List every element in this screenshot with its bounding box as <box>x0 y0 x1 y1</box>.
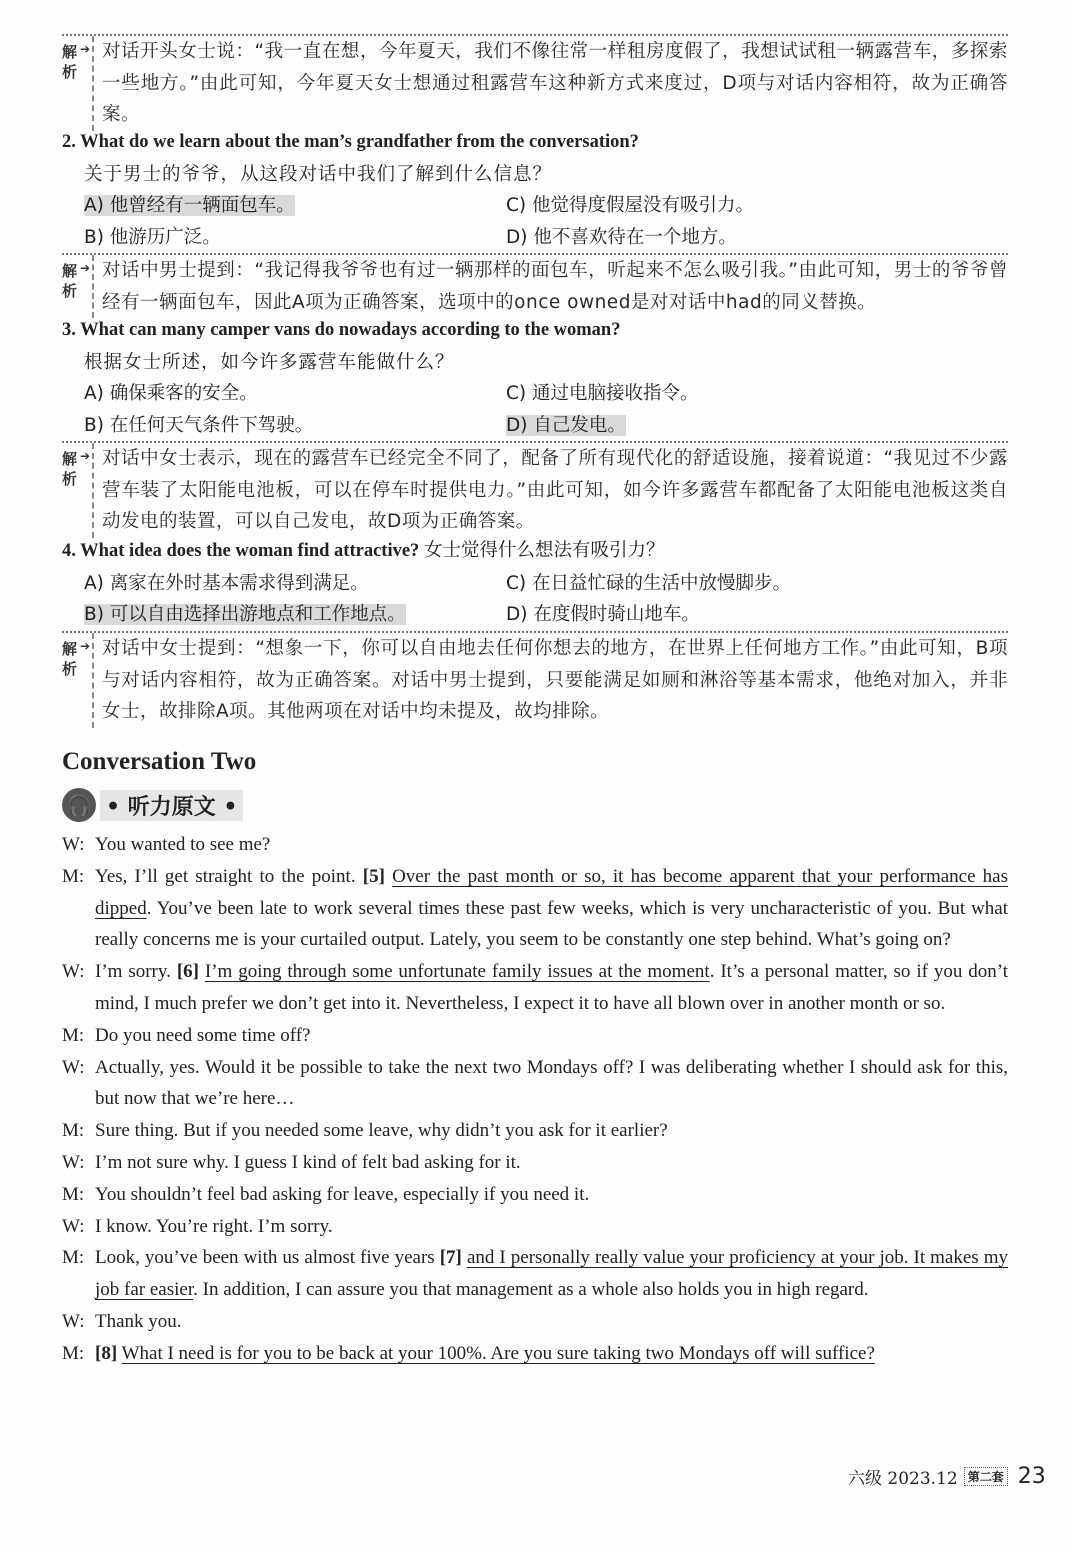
listening-header <box>62 788 243 822</box>
dialog-transcript <box>62 829 1008 1370</box>
text-segment: . In addition, I can assure you that management as a whole also holds you in high regard. <box>193 1279 869 1301</box>
dialog-text <box>95 1179 1008 1211</box>
option-a: A) 确保乘客的安全。 <box>84 383 258 405</box>
dialog-turn <box>62 1020 1008 1052</box>
text-segment: Look, you’ve been with us almost five years <box>95 1247 440 1269</box>
question-translation: 关于男士的爷爷，从这段对话中我们了解到什么信息？ <box>84 163 553 185</box>
question-text: 4. What idea does the woman find attractive? <box>62 541 420 561</box>
speaker-label: M: <box>62 1247 85 1269</box>
analysis-label: 解析 <box>62 43 78 81</box>
speaker-label: W: <box>62 834 85 855</box>
analysis-label: 解析 <box>62 640 78 678</box>
question-2 <box>62 127 1008 253</box>
dialog-turn <box>62 1052 1008 1116</box>
underlined-key-sentence: I’m going through some unfortunate family issues at the moment <box>204 961 710 983</box>
speaker-label: W: <box>62 961 85 983</box>
text-segment: I know. You’re right. I’m sorry. <box>95 1215 333 1237</box>
dialog-turn <box>62 1179 1008 1211</box>
dialog-text <box>95 1338 1008 1370</box>
text-segment: . It’s a personal matter, so if you don’t mind, I much prefer we don’t get into it. Nevertheless, I expect it to have all blown over in another month or so. <box>95 961 1009 1014</box>
option-a: A) 离家在外时基本需求得到满足。 <box>84 572 369 594</box>
analysis-text-3: 对话中女士表示，现在的露营车已经完全不同了，配备了所有现代化的舒适设施，接着说道：“我见过不少露营车装了太阳能电池板，可以在停车时提供电力。”由此可知，如今许多露营车都配备了太阳能电池板这类自动发电的装置，可以自己发电，故D项为正确答案。 <box>92 443 1008 538</box>
underlined-key-sentence: Over the past month or so, it has become apparent that your performance has dipped <box>95 865 1009 919</box>
analysis-box-1 <box>62 34 1008 131</box>
dialog-turn <box>62 1147 1008 1179</box>
text-segment: Thank you. <box>95 1310 182 1332</box>
underlined-key-sentence: and I personally really value your proficiency at your job. It makes my job far easier <box>95 1247 1008 1301</box>
text-segment: Do you need some time off? <box>95 1024 311 1046</box>
speaker-label: W: <box>62 1215 85 1237</box>
footer-set: 第二套 <box>964 1467 1008 1486</box>
question-3 <box>62 315 1008 441</box>
analysis-box-3 <box>62 441 1008 538</box>
dialog-turn <box>62 1338 1008 1370</box>
dialog-text <box>95 829 1008 861</box>
dialog-text <box>95 1115 1008 1147</box>
question-marker: [7] <box>439 1247 462 1269</box>
dialog-text <box>95 1211 1008 1243</box>
text-segment: I’m sorry. <box>95 961 177 983</box>
arrow-icon: ➔ <box>80 261 91 275</box>
question-translation: 女士觉得什么想法有吸引力？ <box>423 540 665 561</box>
dialog-text <box>95 956 1008 1020</box>
speaker-label: W: <box>62 1056 85 1078</box>
dialog-turn <box>62 1211 1008 1243</box>
footer-level: 六级 2023.12 <box>848 1469 958 1489</box>
speaker-label: W: <box>62 1151 85 1173</box>
dialog-text <box>95 1242 1008 1306</box>
text-segment: Yes, I’ll get straight to the point. <box>95 865 363 887</box>
option-b: B) 可以自由选择出游地点和工作地点。 <box>84 604 406 626</box>
arrow-icon: ➔ <box>80 449 91 463</box>
dialog-turn <box>62 956 1008 1020</box>
analysis-text-4: 对话中女士提到：“想象一下，你可以自由地去任何你想去的地方，在世界上任何地方工作。”由此可知，B项与对话内容相符，故为正确答案。对话中男士提到，只要能满足如厕和淋浴等基本需求，他绝对加入，并非女士，故排除A项。其他两项在对话中均未提及，故均排除。 <box>92 633 1008 728</box>
option-b: B) 他游历广泛。 <box>84 226 221 248</box>
analysis-text-2: 对话中男士提到：“我记得我爷爷也有过一辆那样的面包车，听起来不怎么吸引我。”由此可知，男士的爷爷曾经有一辆面包车，因此A项为正确答案，选项中的once owned是对对话中had的同义替换。 <box>92 255 1008 318</box>
dialog-turn <box>62 861 1008 956</box>
speaker-label: M: <box>62 1183 85 1205</box>
question-marker: [5] <box>362 865 385 887</box>
arrow-icon: ➔ <box>80 42 91 56</box>
option-c: C) 他觉得度假屋没有吸引力。 <box>506 195 755 217</box>
option-a: A) 他曾经有一辆面包车。 <box>84 195 295 217</box>
dialog-text <box>95 1147 1008 1179</box>
text-segment: You shouldn’t feel bad asking for leave, especially if you need it. <box>95 1183 590 1205</box>
question-text: 3. What can many camper vans do nowadays according to the woman? <box>62 320 621 340</box>
analysis-label: 解析 <box>62 262 78 300</box>
option-c: C) 通过电脑接收指令。 <box>506 383 699 405</box>
headphones-icon: 🎧 <box>62 788 96 822</box>
option-b: B) 在任何天气条件下驾驶。 <box>84 414 314 436</box>
dialog-text <box>95 1052 1008 1116</box>
dialog-text <box>95 1306 1008 1338</box>
text-segment <box>385 866 392 887</box>
section-title: Conversation Two <box>62 748 257 775</box>
page-number: 23 <box>1017 1464 1046 1489</box>
option-d: D) 在度假时骑山地车。 <box>506 604 700 626</box>
dialog-text <box>95 1020 1008 1052</box>
analysis-text-1: 对话开头女士说：“我一直在想，今年夏天，我们不像往常一样租房度假了，我想试试租一辆露营车，多探索一些地方。”由此可知，今年夏天女士想通过租露营车这种新方式来度过，D项与对话内容相符，故为正确答案。 <box>92 36 1008 131</box>
speaker-label: M: <box>62 1342 85 1364</box>
question-4 <box>62 535 1008 631</box>
speaker-label: M: <box>62 1120 85 1142</box>
analysis-label: 解析 <box>62 450 78 488</box>
dialog-turn <box>62 829 1008 861</box>
listening-label: • 听力原文 • <box>100 790 243 821</box>
text-segment: I’m not sure why. I guess I kind of felt bad asking for it. <box>95 1151 521 1173</box>
question-translation: 根据女士所述，如今许多露营车能做什么？ <box>84 351 455 373</box>
dialog-text <box>95 861 1008 956</box>
analysis-box-2 <box>62 253 1008 318</box>
underlined-key-sentence: What I need is for you to be back at your 100%. Are you sure taking two Mondays off will suffice? <box>121 1342 875 1364</box>
text-segment: . You’ve been late to work several times these past few weeks, which is very uncharacteristic of you. But what really concerns me is your curtailed output. Lately, you seem to be constantly one step behind. What’s going on? <box>95 897 1008 951</box>
option-d: D) 他不喜欢待在一个地方。 <box>506 226 737 248</box>
question-text: 2. What do we learn about the man’s grandfather from the conversation? <box>62 132 639 152</box>
text-segment: Actually, yes. Would it be possible to take the next two Mondays off? I was deliberating whether I should ask for this, but now that we’re here… <box>95 1056 1008 1110</box>
dialog-turn <box>62 1306 1008 1338</box>
text-segment: You wanted to see me? <box>95 834 271 855</box>
text-segment: Sure thing. But if you needed some leave, why didn’t you ask for it earlier? <box>95 1120 668 1142</box>
speaker-label: M: <box>62 865 85 887</box>
speaker-label: M: <box>62 1024 85 1046</box>
question-marker: [8] <box>95 1342 118 1364</box>
dialog-turn <box>62 1115 1008 1147</box>
analysis-box-4 <box>62 631 1008 728</box>
arrow-icon: ➔ <box>80 639 91 653</box>
dialog-turn <box>62 1242 1008 1306</box>
question-marker: [6] <box>176 961 199 983</box>
option-c: C) 在日益忙碌的生活中放慢脚步。 <box>506 572 792 594</box>
option-d: D) 自己发电。 <box>506 414 626 436</box>
speaker-label: W: <box>62 1310 85 1332</box>
page-footer <box>848 1464 1046 1489</box>
